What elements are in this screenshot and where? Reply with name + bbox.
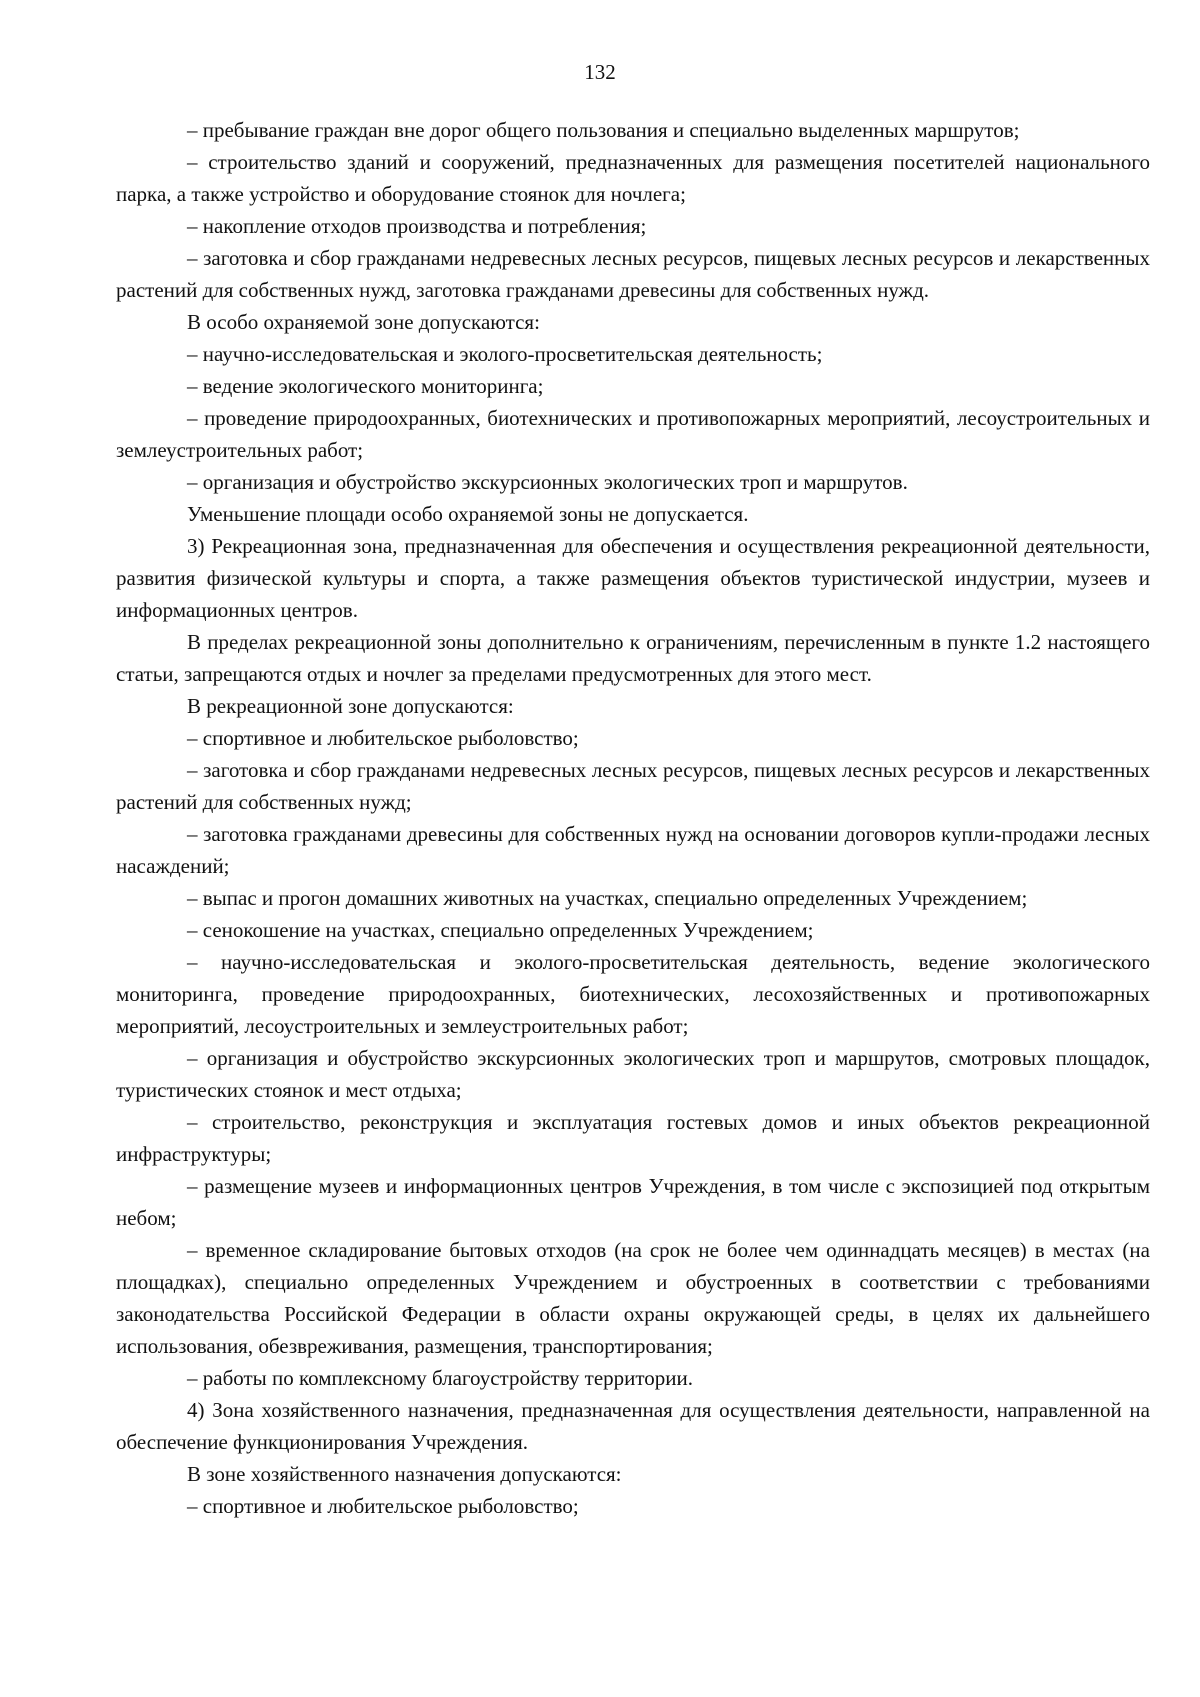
paragraph: – заготовка гражданами древесины для собственных нужд на основании договоров купли-продажи лесных насаждений; [116, 822, 1150, 878]
paragraph: – организация и обустройство экскурсионных экологических троп и маршрутов. [187, 470, 908, 494]
paragraph: В зоне хозяйственного назначения допускаются: [187, 1462, 622, 1486]
paragraph: – выпас и прогон домашних животных на участках, специально определенных Учреждением; [187, 886, 1028, 910]
paragraph: – заготовка и сбор гражданами недревесных лесных ресурсов, пищевых лесных ресурсов и лекарственных растений для собственных нужд; [116, 758, 1150, 814]
paragraph: – работы по комплексному благоустройству территории. [187, 1366, 693, 1390]
paragraph: – накопление отходов производства и потребления; [187, 214, 647, 238]
paragraph: – спортивное и любительское рыболовство; [187, 726, 579, 750]
paragraph: – временное складирование бытовых отходов (на срок не более чем одиннадцать месяцев) в местах (на площадках), специально определенных Учреждением и обустроенных в соответствии с требованиями законодательства Российской Федерации в области охраны окружающей среды, в целях их дальнейшего использования, обезвреживания, размещения, транспортирования; [116, 1238, 1150, 1358]
paragraph: 4) Зона хозяйственного назначения, предназначенная для осуществления деятельности, направленной на обеспечение функционирования Учреждения. [116, 1398, 1150, 1454]
paragraph: – научно-исследовательская и эколого-просветительская деятельность, ведение экологического мониторинга, проведение природоохранных, биотехнических, лесохозяйственных и противопожарных мероприятий, лесоустроительных и землеустроительных работ; [116, 950, 1150, 1038]
paragraph: В особо охраняемой зоне допускаются: [187, 310, 540, 334]
paragraph: – размещение музеев и информационных центров Учреждения, в том числе с экспозицией под открытым небом; [116, 1174, 1150, 1230]
paragraph: – научно-исследовательская и эколого-просветительская деятельность; [187, 342, 823, 366]
page-number: 132 [584, 60, 616, 84]
paragraph: – заготовка и сбор гражданами недревесных лесных ресурсов, пищевых лесных ресурсов и лекарственных растений для собственных нужд, заготовка гражданами древесины для собственных нужд. [116, 246, 1150, 302]
paragraph: – спортивное и любительское рыболовство; [187, 1494, 579, 1518]
paragraph: Уменьшение площади особо охраняемой зоны не допускается. [187, 502, 749, 526]
paragraph: – сенокошение на участках, специально определенных Учреждением; [187, 918, 814, 942]
paragraph: В пределах рекреационной зоны дополнительно к ограничениям, перечисленным в пункте 1.2 настоящего статьи, запрещаются отдых и ночлег за пределами предусмотренных для этого мест. [116, 630, 1150, 686]
paragraph: – строительство, реконструкция и эксплуатация гостевых домов и иных объектов рекреационной инфраструктуры; [116, 1110, 1150, 1166]
paragraph: – пребывание граждан вне дорог общего пользования и специально выделенных маршрутов; [187, 118, 1020, 142]
paragraph: – строительство зданий и сооружений, предназначенных для размещения посетителей национального парка, а также устройство и оборудование стоянок для ночлега; [116, 150, 1150, 206]
paragraph: В рекреационной зоне допускаются: [187, 694, 514, 718]
paragraph: – проведение природоохранных, биотехнических и противопожарных мероприятий, лесоустроительных и землеустроительных работ; [116, 406, 1150, 462]
paragraph: – ведение экологического мониторинга; [187, 374, 544, 398]
paragraph: 3) Рекреационная зона, предназначенная для обеспечения и осуществления рекреационной деятельности, развития физической культуры и спорта, а также размещения объектов туристической индустрии, музеев и информационных центров. [116, 534, 1150, 622]
document-body [116, 114, 1150, 1522]
paragraph: – организация и обустройство экскурсионных экологических троп и маршрутов, смотровых площадок, туристических стоянок и мест отдыха; [116, 1046, 1150, 1102]
